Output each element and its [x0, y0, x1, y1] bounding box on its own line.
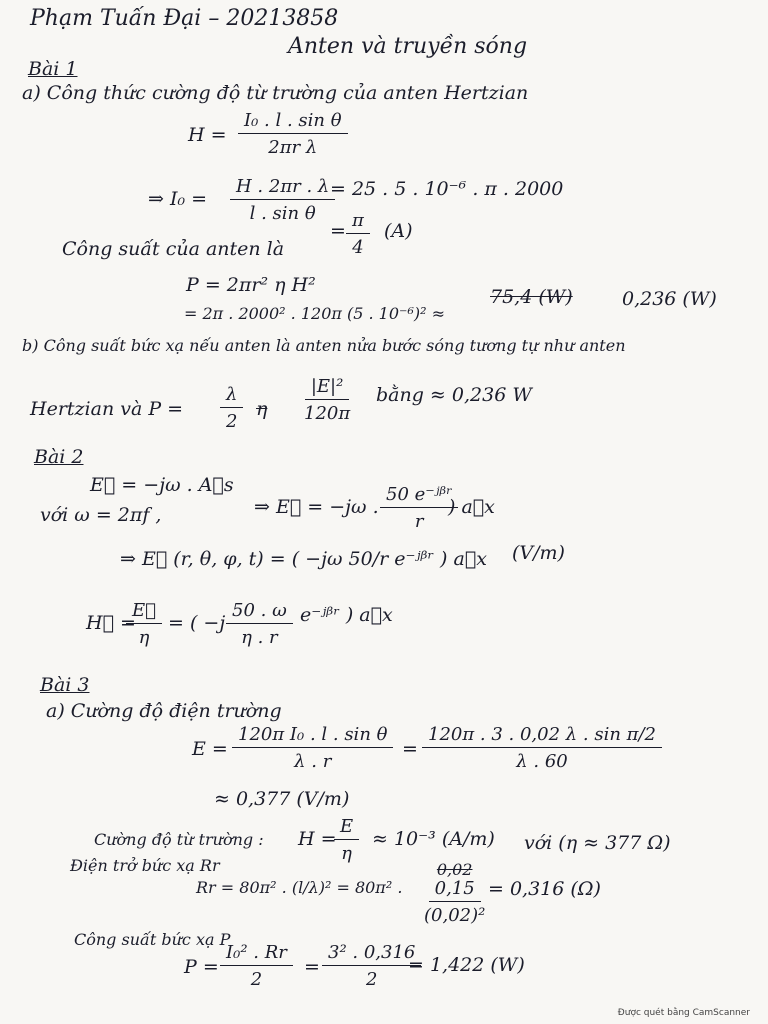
bai2-line3: ⇒ E⃗ (r, θ, φ, t) = ( −jω 50/r e⁻ʲᵝʳ ) a⃗x — [120, 548, 487, 570]
bai2-arrow: ⇒ E⃗ = −jω . — [254, 496, 379, 518]
p3-label: Công suất bức xạ P — [74, 930, 231, 949]
e-den-2: λ . 60 — [516, 751, 568, 772]
i0-fraction — [230, 176, 335, 224]
camscanner-footer: Được quét bằng CamScanner — [617, 1008, 750, 1018]
h-numerator: I₀ . l . sin θ — [238, 110, 348, 134]
e-fraction — [232, 724, 393, 772]
p3-eq: = — [304, 956, 320, 978]
p3-num: I₀² . Rr — [220, 942, 293, 966]
bai2-h-lhs: H⃗ = — [86, 612, 136, 634]
bai2-h-fraction-2 — [226, 600, 293, 648]
h-label: Cường độ từ trường : — [94, 830, 264, 849]
bai2-tail: ) a⃗x — [448, 496, 495, 518]
e-result: ≈ 0,377 (V/m) — [214, 788, 350, 810]
bai2-fraction — [380, 484, 458, 532]
i0-lhs: ⇒ I₀ = — [148, 188, 208, 210]
bai2-line1: E⃗ = −jω . A⃗s — [90, 474, 234, 496]
h3-lhs: H = — [298, 828, 337, 850]
i0-result-numerator: π — [346, 210, 370, 234]
bai2-h-den-2: η . r — [241, 627, 278, 648]
power-calc: = 2π . 2000² . 120π (5 . 10⁻⁶)² ≈ — [184, 304, 446, 323]
b-result: bằng ≈ 0,236 W — [376, 384, 532, 406]
bai2-h-num-2: 50 . ω — [226, 600, 293, 624]
power-formula: P = 2πr² η H² — [186, 274, 316, 296]
bai3-a-label: a) Cường độ điện trường — [46, 700, 282, 722]
h3-num: E — [334, 816, 359, 840]
power-struck: 75,4 (W) — [490, 286, 573, 308]
bai1-b-cont: Hertzian và P = — [30, 398, 184, 420]
bai2-h-num: E⃗ — [126, 600, 162, 624]
r-label: Điện trở bức xạ Rr — [70, 856, 220, 875]
r-fraction — [424, 862, 485, 926]
r-struck: 0,02 — [436, 860, 473, 879]
p3-fraction — [220, 942, 293, 990]
e-den: λ . r — [294, 751, 332, 772]
bai2-unit: (V/m) — [512, 542, 565, 564]
i0-denominator: l . sin θ — [249, 203, 316, 224]
bai1-a-label: a) Công thức cường độ từ trường của anten Hertzian — [22, 82, 529, 104]
p3-lhs: P = — [184, 956, 219, 978]
h-denominator: 2πr λ — [268, 137, 318, 158]
b-fraction-2-den: 120π — [304, 403, 351, 424]
author-line: Phạm Tuấn Đại – 20213858 — [30, 6, 339, 31]
i0-result-fraction — [346, 210, 370, 258]
bai2-with: với ω = 2πf , — [40, 504, 162, 526]
p3-num-2: 3² . 0,316 — [322, 942, 421, 966]
i0-result-unit: (A) — [384, 220, 413, 242]
p3-den-2: 2 — [365, 969, 378, 990]
b-fraction-1-den: 2 — [225, 411, 238, 432]
bai2-fraction-num: 50 e⁻ʲᵝʳ — [380, 484, 458, 508]
i0-numerator: H . 2πr . λ — [230, 176, 335, 200]
h3-den: η — [341, 843, 352, 864]
bai2-h-mid: = ( −j — [168, 612, 226, 634]
h-fraction — [238, 110, 348, 158]
e-eq: = — [402, 738, 418, 760]
e-fraction-2 — [422, 724, 662, 772]
bai2-h-den: η — [138, 627, 150, 648]
p3-den: 2 — [250, 969, 263, 990]
h3-result: ≈ 10⁻³ (A/m) — [372, 828, 495, 850]
e-lhs: E = — [192, 738, 228, 760]
bai2-h-tail: e⁻ʲᵝʳ ) a⃗x — [300, 604, 393, 626]
b-fraction-2-num: |E|² — [305, 376, 349, 400]
r-num: 0,15 — [429, 878, 481, 902]
b-fraction-2 — [304, 376, 350, 424]
power-label: Công suất của anten là — [62, 238, 285, 260]
bai2-heading: Bài 2 — [34, 446, 84, 468]
h3-fraction — [334, 816, 359, 864]
h3-with: với (η ≈ 377 Ω) — [524, 832, 671, 854]
i0-result-eq: = — [330, 220, 346, 242]
power-result: 0,236 (W) — [622, 288, 717, 310]
page-title: Anten và truyền sóng — [288, 34, 528, 59]
b-fraction-1-num: λ — [220, 384, 243, 408]
r-eq: Rr = 80π² . (l/λ)² = 80π² . — [196, 878, 403, 897]
bai2-h-fraction — [126, 600, 162, 648]
e-num: 120π I₀ . l . sin θ — [232, 724, 393, 748]
bai3-heading: Bài 3 — [40, 674, 90, 696]
e-num-2: 120π . 3 . 0,02 λ . sin π/2 — [422, 724, 662, 748]
bai1-heading: Bài 1 — [28, 58, 78, 80]
h-eq-lhs: H = — [188, 124, 227, 146]
b-eta: η — [256, 398, 268, 420]
p3-fraction-2 — [322, 942, 421, 990]
bai2-fraction-den: r — [414, 511, 424, 532]
i0-result-denominator: 4 — [352, 237, 364, 258]
p3-result: = 1,422 (W) — [408, 954, 525, 976]
i0-rhs: = 25 . 5 . 10⁻⁶ . π . 2000 — [330, 178, 564, 200]
r-result: = 0,316 (Ω) — [488, 878, 601, 900]
r-den: (0,02)² — [424, 905, 486, 926]
bai1-b-label: b) Công suất bức xạ nếu anten là anten nửa bước sóng tương tự như anten — [22, 336, 626, 355]
b-fraction-1 — [220, 384, 243, 432]
